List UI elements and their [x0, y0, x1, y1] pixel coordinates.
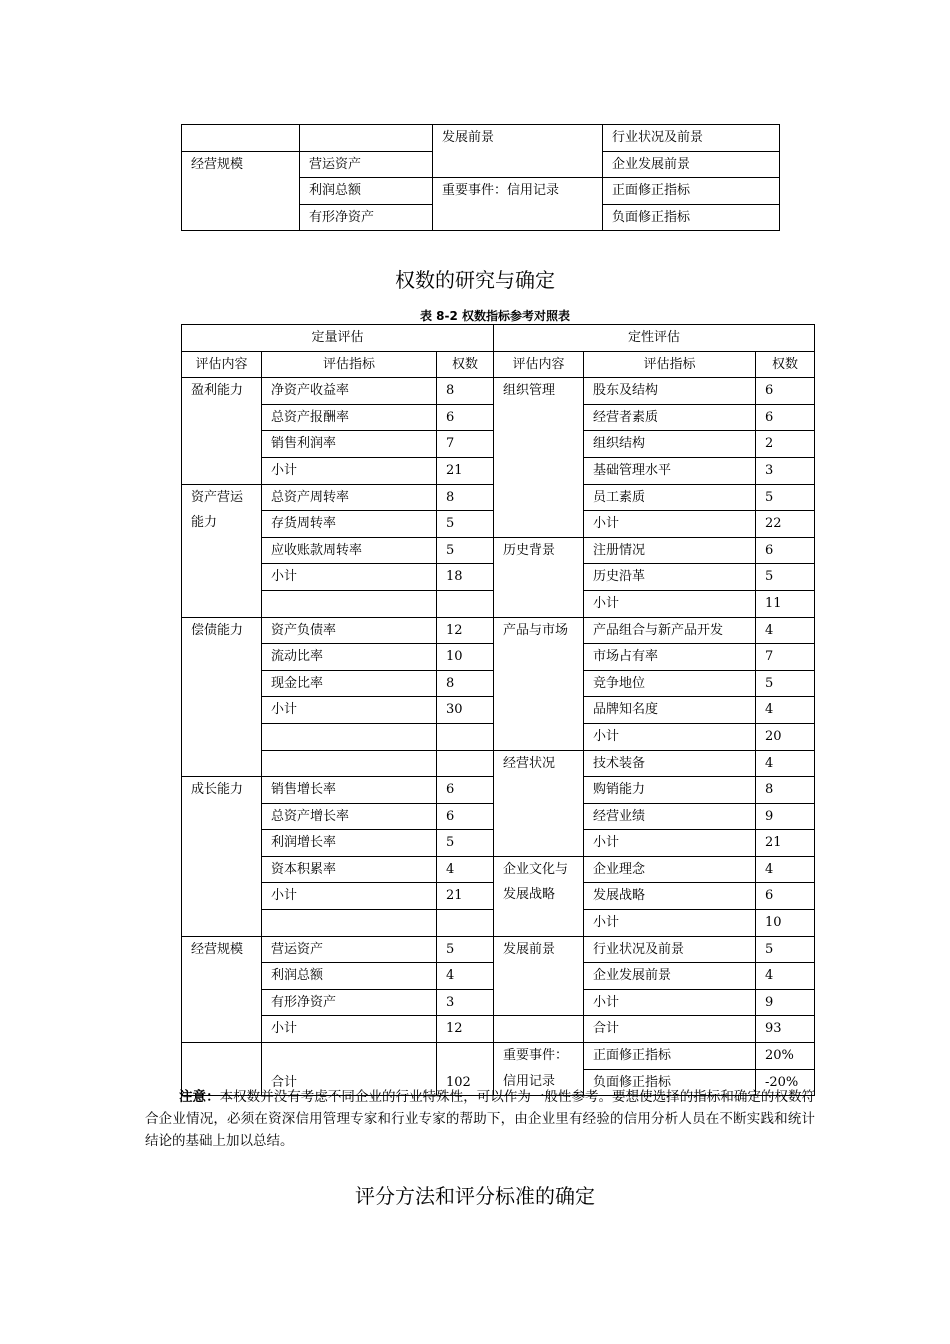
- group-header: 定性评估: [494, 325, 815, 352]
- category-cell: 历史背景: [494, 537, 584, 617]
- indicator-cell: 利润总额: [262, 963, 437, 990]
- indicator-cell: [262, 910, 437, 937]
- cell: 发展前景: [433, 125, 603, 178]
- indicator-cell: 合计: [262, 1043, 437, 1096]
- weight-cell: 11: [756, 590, 815, 617]
- weight-cell: 9: [756, 989, 815, 1016]
- weight-cell: 4: [756, 963, 815, 990]
- cell: 负面修正指标: [603, 204, 780, 231]
- column-header: 评估指标: [262, 351, 437, 378]
- weight-cell: 3: [437, 989, 494, 1016]
- weight-cell: 2: [756, 431, 815, 458]
- indicator-cell: 历史沿革: [584, 564, 756, 591]
- indicator-cell: 股东及结构: [584, 378, 756, 405]
- category-cell: 成长能力: [182, 777, 262, 937]
- weight-cell: 8: [437, 670, 494, 697]
- indicator-cell: 小计: [262, 564, 437, 591]
- weight-cell: 4: [756, 617, 815, 644]
- indicator-cell: 产品组合与新产品开发: [584, 617, 756, 644]
- indicator-cell: 购销能力: [584, 777, 756, 804]
- weight-cell: 6: [756, 404, 815, 431]
- indicator-cell: 销售增长率: [262, 777, 437, 804]
- indicator-cell: 基础管理水平: [584, 457, 756, 484]
- weight-cell: 3: [756, 457, 815, 484]
- indicator-cell: 应收账款周转率: [262, 537, 437, 564]
- weight-cell: 4: [437, 856, 494, 883]
- top-table: [181, 124, 780, 231]
- category-cell: 重要事件：信用记录: [494, 1043, 584, 1096]
- weight-cell: 5: [437, 830, 494, 857]
- weight-cell: 4: [756, 750, 815, 777]
- weight-cell: 6: [756, 537, 815, 564]
- indicator-cell: 小计: [584, 590, 756, 617]
- indicator-cell: 存货周转率: [262, 511, 437, 538]
- category-cell: 经营状况: [494, 750, 584, 856]
- weight-cell: 8: [756, 777, 815, 804]
- indicator-cell: 总资产周转率: [262, 484, 437, 511]
- indicator-cell: 营运资产: [262, 936, 437, 963]
- indicator-cell: 行业状况及前景: [584, 936, 756, 963]
- indicator-cell: 员工素质: [584, 484, 756, 511]
- indicator-cell: 正面修正指标: [584, 1043, 756, 1070]
- weight-cell: 5: [756, 564, 815, 591]
- weight-cell: 5: [756, 936, 815, 963]
- indicator-cell: 小计: [262, 697, 437, 724]
- indicator-cell: 经营者素质: [584, 404, 756, 431]
- indicator-cell: 企业发展前景: [584, 963, 756, 990]
- weight-cell: 4: [756, 697, 815, 724]
- weight-cell: 7: [756, 644, 815, 671]
- indicator-cell: 小计: [584, 511, 756, 538]
- section-heading: 权数的研究与确定: [395, 268, 555, 292]
- indicator-cell: [262, 723, 437, 750]
- weight-cell: 4: [437, 963, 494, 990]
- indicator-cell: 总资产增长率: [262, 803, 437, 830]
- weight-cell: 102: [437, 1043, 494, 1096]
- weight-cell: 93: [756, 1016, 815, 1043]
- weight-cell: 12: [437, 617, 494, 644]
- weight-cell: 5: [437, 537, 494, 564]
- weight-cell: 20%: [756, 1043, 815, 1070]
- indicator-cell: 负面修正指标: [584, 1069, 756, 1096]
- group-header: 定量评估: [182, 325, 494, 352]
- weight-cell: 8: [437, 484, 494, 511]
- weight-cell: 6: [437, 777, 494, 804]
- category-cell: 盈利能力: [182, 378, 262, 484]
- cell: 行业状况及前景: [603, 125, 780, 152]
- indicator-cell: [262, 750, 437, 777]
- note-label: 注意：: [179, 1089, 220, 1105]
- column-header: 权数: [437, 351, 494, 378]
- indicator-cell: 总资产报酬率: [262, 404, 437, 431]
- weight-cell: 8: [437, 378, 494, 405]
- cell: 企业发展前景: [603, 151, 780, 178]
- weight-cell: 21: [437, 457, 494, 484]
- weight-cell: 18: [437, 564, 494, 591]
- weight-cell: 20: [756, 723, 815, 750]
- cell: [300, 125, 433, 152]
- indicator-cell: 小计: [262, 1016, 437, 1043]
- note-paragraph: [145, 1086, 815, 1152]
- column-header: 权数: [756, 351, 815, 378]
- indicator-cell: 小计: [584, 723, 756, 750]
- weight-cell: 5: [756, 484, 815, 511]
- weight-cell: 10: [437, 644, 494, 671]
- cell: 正面修正指标: [603, 178, 780, 205]
- weight-cell: 6: [437, 404, 494, 431]
- cell: 有形净资产: [300, 204, 433, 231]
- weight-cell: -20%: [756, 1069, 815, 1096]
- indicator-cell: 净资产收益率: [262, 378, 437, 405]
- weight-cell: 7: [437, 431, 494, 458]
- column-header: 评估内容: [182, 351, 262, 378]
- cell: 利润总额: [300, 178, 433, 205]
- indicator-cell: 组织结构: [584, 431, 756, 458]
- indicator-cell: 小计: [584, 989, 756, 1016]
- indicator-cell: 市场占有率: [584, 644, 756, 671]
- weight-cell: 21: [756, 830, 815, 857]
- category-cell: 组织管理: [494, 378, 584, 538]
- category-cell: 资产营运能力: [182, 484, 262, 617]
- weight-cell: 6: [756, 883, 815, 910]
- weight-cell: 10: [756, 910, 815, 937]
- indicator-cell: 技术装备: [584, 750, 756, 777]
- indicator-cell: 有形净资产: [262, 989, 437, 1016]
- indicator-cell: [262, 590, 437, 617]
- weight-cell: [437, 590, 494, 617]
- weight-cell: 6: [437, 803, 494, 830]
- indicator-cell: 企业理念: [584, 856, 756, 883]
- weight-cell: [437, 910, 494, 937]
- cell: [182, 125, 300, 152]
- weight-cell: 5: [437, 936, 494, 963]
- weight-cell: [437, 750, 494, 777]
- table-caption: 表 8-2 权数指标参考对照表: [419, 309, 571, 323]
- indicator-cell: 注册情况: [584, 537, 756, 564]
- column-header: 评估内容: [494, 351, 584, 378]
- weight-cell: 30: [437, 697, 494, 724]
- cell: 经营规模: [182, 151, 300, 231]
- indicator-cell: 销售利润率: [262, 431, 437, 458]
- weight-cell: 5: [437, 511, 494, 538]
- indicator-cell: 利润增长率: [262, 830, 437, 857]
- weight-cell: 9: [756, 803, 815, 830]
- indicator-cell: 经营业绩: [584, 803, 756, 830]
- category-cell: 企业文化与发展战略: [494, 856, 584, 936]
- cell: 营运资产: [300, 151, 433, 178]
- category-cell: 经营规模: [182, 936, 262, 1042]
- indicator-cell: 竞争地位: [584, 670, 756, 697]
- weight-cell: 12: [437, 1016, 494, 1043]
- category-cell: 发展前景: [494, 936, 584, 1016]
- indicator-cell: 流动比率: [262, 644, 437, 671]
- indicator-cell: 小计: [262, 883, 437, 910]
- weights-table: [181, 324, 815, 1096]
- indicator-cell: 小计: [584, 910, 756, 937]
- weight-cell: 22: [756, 511, 815, 538]
- weight-cell: 5: [756, 670, 815, 697]
- note-text: 本权数并没有考虑不同企业的行业特殊性，可以作为一般性参考。要想使选择的指标和确定的权数符合企业情况，必须在资深信用管理专家和行业专家的帮助下，由企业里有经验的信用分析人员在不断实践和统计结论的基础上加以总结。: [145, 1089, 816, 1149]
- weight-cell: [437, 723, 494, 750]
- indicator-cell: 资本积累率: [262, 856, 437, 883]
- indicator-cell: 现金比率: [262, 670, 437, 697]
- category-cell: 偿债能力: [182, 617, 262, 777]
- indicator-cell: 发展战略: [584, 883, 756, 910]
- category-cell: 产品与市场: [494, 617, 584, 750]
- column-header: 评估指标: [584, 351, 756, 378]
- cell: 重要事件：信用记录: [433, 178, 603, 231]
- indicator-cell: 资产负债率: [262, 617, 437, 644]
- category-cell: [494, 1016, 584, 1043]
- section-heading: 评分方法和评分标准的确定: [355, 1184, 595, 1208]
- indicator-cell: 小计: [584, 830, 756, 857]
- indicator-cell: 小计: [262, 457, 437, 484]
- indicator-cell: 合计: [584, 1016, 756, 1043]
- weight-cell: 4: [756, 856, 815, 883]
- weight-cell: 21: [437, 883, 494, 910]
- weight-cell: 6: [756, 378, 815, 405]
- indicator-cell: 品牌知名度: [584, 697, 756, 724]
